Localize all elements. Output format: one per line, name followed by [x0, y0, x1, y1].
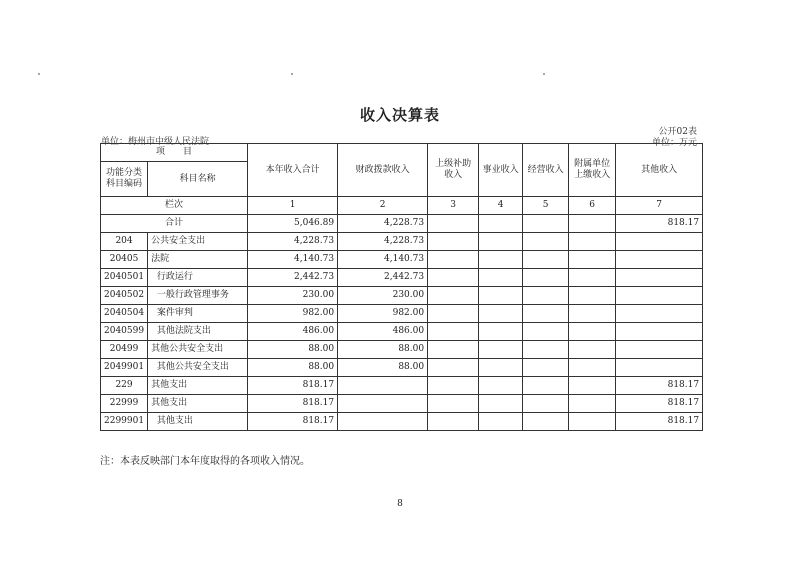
header-row — [101, 144, 703, 162]
column-index-5: 5 — [523, 197, 569, 215]
column-index-4: 4 — [479, 197, 523, 215]
column-index-1: 1 — [248, 197, 338, 215]
affiliated-unit-value — [569, 269, 616, 287]
other-income-value — [616, 323, 703, 341]
table-row — [101, 395, 703, 413]
total-other-value: 818.17 — [616, 215, 703, 233]
account-code: 20499 — [101, 341, 148, 359]
superior-subsidy-value — [428, 269, 479, 287]
other-income-value: 818.17 — [616, 413, 703, 431]
superior-subsidy-header: 上级补助收入 — [428, 144, 479, 197]
column-index-7: 7 — [616, 197, 703, 215]
fiscal-income-value: 88.00 — [338, 341, 428, 359]
account-name: 其他法院支出 — [148, 323, 248, 341]
table-row — [101, 323, 703, 341]
account-name: 法院 — [148, 251, 248, 269]
superior-subsidy-value — [428, 359, 479, 377]
business-income-value — [479, 269, 523, 287]
affiliated-unit-value — [569, 287, 616, 305]
total-income-value: 486.00 — [248, 323, 338, 341]
total-income-value: 2,442.73 — [248, 269, 338, 287]
account-name: 其他支出 — [148, 395, 248, 413]
affiliated-unit-value — [569, 413, 616, 431]
business-income-value — [479, 359, 523, 377]
business-income-value — [479, 341, 523, 359]
code-header: 功能分类科目编码 — [101, 162, 148, 197]
total-income-header: 本年收入合计 — [248, 144, 338, 197]
income-table — [100, 143, 703, 431]
table-row — [101, 305, 703, 323]
scan-speck — [291, 73, 293, 75]
table-row — [101, 251, 703, 269]
fiscal-income-value: 2,442.73 — [338, 269, 428, 287]
account-code: 20405 — [101, 251, 148, 269]
fiscal-income-value — [338, 413, 428, 431]
affiliated-unit-value — [569, 377, 616, 395]
superior-subsidy-value — [428, 323, 479, 341]
superior-subsidy-value — [428, 287, 479, 305]
fiscal-income-value: 230.00 — [338, 287, 428, 305]
affiliated-unit-value — [569, 395, 616, 413]
other-income-value — [616, 287, 703, 305]
other-income-value — [616, 359, 703, 377]
fiscal-income-value — [338, 377, 428, 395]
fiscal-income-value: 982.00 — [338, 305, 428, 323]
document-title: 收入决算表 — [359, 106, 440, 124]
operating-income-value — [523, 377, 569, 395]
superior-subsidy-value — [428, 251, 479, 269]
total-income-value: 818.17 — [248, 413, 338, 431]
other-income-value: 818.17 — [616, 377, 703, 395]
operating-income-value — [523, 341, 569, 359]
total-fiscal-value: 4,228.73 — [338, 215, 428, 233]
operating-income-value — [523, 251, 569, 269]
total-income-value: 982.00 — [248, 305, 338, 323]
table-row — [101, 269, 703, 287]
superior-subsidy-value — [428, 413, 479, 431]
account-name: 一般行政管理事务 — [148, 287, 248, 305]
account-name: 公共安全支出 — [148, 233, 248, 251]
total-income-value: 230.00 — [248, 287, 338, 305]
account-code: 2040599 — [101, 323, 148, 341]
operating-income-header: 经营收入 — [523, 144, 569, 197]
other-income-value: 818.17 — [616, 395, 703, 413]
operating-income-value — [523, 233, 569, 251]
column-index-2: 2 — [338, 197, 428, 215]
fiscal-income-value: 88.00 — [338, 359, 428, 377]
scan-speck — [38, 73, 40, 75]
operating-income-value — [523, 269, 569, 287]
account-name: 其他公共安全支出 — [148, 341, 248, 359]
total-income-value: 818.17 — [248, 377, 338, 395]
other-income-value — [616, 251, 703, 269]
affiliated-unit-value — [569, 251, 616, 269]
total-income-value: 88.00 — [248, 359, 338, 377]
total-income-value: 4,228.73 — [248, 233, 338, 251]
scan-speck — [543, 73, 545, 75]
superior-subsidy-value — [428, 233, 479, 251]
business-income-value — [479, 395, 523, 413]
account-code: 22999 — [101, 395, 148, 413]
form-number: 公开02表 — [658, 127, 697, 137]
business-income-value — [479, 251, 523, 269]
account-code: 2049901 — [101, 359, 148, 377]
other-income-value — [616, 341, 703, 359]
page-number: 8 — [397, 499, 403, 509]
affiliated-unit-value — [569, 305, 616, 323]
account-code: 2040502 — [101, 287, 148, 305]
business-income-value — [479, 413, 523, 431]
other-income-value — [616, 233, 703, 251]
table-row — [101, 341, 703, 359]
project-header: 项 目 — [101, 144, 248, 162]
business-income-value — [479, 233, 523, 251]
column-index-label: 栏次 — [101, 197, 248, 215]
currency-unit: 单位：万元 — [651, 138, 697, 148]
fiscal-income-value — [338, 395, 428, 413]
business-income-value — [479, 323, 523, 341]
operating-income-value — [523, 359, 569, 377]
fiscal-header: 财政拨款收入 — [338, 144, 428, 197]
total-row — [101, 215, 703, 233]
business-income-value — [479, 287, 523, 305]
table-row — [101, 287, 703, 305]
table-row — [101, 359, 703, 377]
account-code: 204 — [101, 233, 148, 251]
total-income-value: 4,140.73 — [248, 251, 338, 269]
superior-subsidy-value — [428, 305, 479, 323]
account-name: 其他公共安全支出 — [148, 359, 248, 377]
reporting-unit: 单位：梅州市中级人民法院 — [101, 137, 210, 147]
account-code: 229 — [101, 377, 148, 395]
total-label: 合计 — [101, 215, 248, 233]
account-name: 行政运行 — [148, 269, 248, 287]
superior-subsidy-value — [428, 341, 479, 359]
fiscal-income-value: 4,228.73 — [338, 233, 428, 251]
operating-income-value — [523, 413, 569, 431]
superior-subsidy-value — [428, 377, 479, 395]
account-name: 其他支出 — [148, 377, 248, 395]
operating-income-value — [523, 287, 569, 305]
operating-income-value — [523, 323, 569, 341]
affiliated-unit-value — [569, 323, 616, 341]
other-income-header: 其他收入 — [616, 144, 703, 197]
table-note: 注：本表反映部门本年度取得的各项收入情况。 — [100, 456, 310, 467]
table-row — [101, 233, 703, 251]
fiscal-income-value: 4,140.73 — [338, 251, 428, 269]
total-income-value: 818.17 — [248, 395, 338, 413]
total-income-value: 5,046.89 — [248, 215, 338, 233]
business-income-value — [479, 377, 523, 395]
table-row — [101, 413, 703, 431]
affiliated-unit-value — [569, 233, 616, 251]
operating-income-value — [523, 305, 569, 323]
account-name: 案件审判 — [148, 305, 248, 323]
column-index-6: 6 — [569, 197, 616, 215]
account-code: 2299901 — [101, 413, 148, 431]
superior-subsidy-value — [428, 395, 479, 413]
operating-income-value — [523, 395, 569, 413]
account-code: 2040501 — [101, 269, 148, 287]
affiliated-unit-value — [569, 359, 616, 377]
column-index-row — [101, 197, 703, 215]
affiliated-unit-header: 附属单位上缴收入 — [569, 144, 616, 197]
fiscal-income-value: 486.00 — [338, 323, 428, 341]
account-name: 其他支出 — [148, 413, 248, 431]
table-row — [101, 377, 703, 395]
affiliated-unit-value — [569, 341, 616, 359]
account-code: 2040504 — [101, 305, 148, 323]
business-income-header: 事业收入 — [479, 144, 523, 197]
other-income-value — [616, 305, 703, 323]
name-header: 科目名称 — [148, 162, 248, 197]
other-income-value — [616, 269, 703, 287]
total-income-value: 88.00 — [248, 341, 338, 359]
business-income-value — [479, 305, 523, 323]
column-index-3: 3 — [428, 197, 479, 215]
